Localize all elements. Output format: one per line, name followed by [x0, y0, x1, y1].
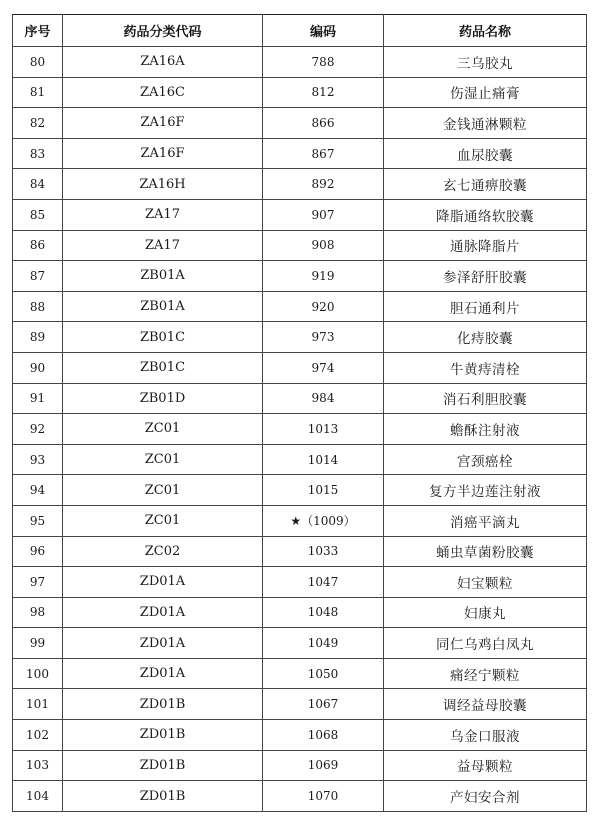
table-row: [13, 628, 587, 659]
cell-code: 1013: [263, 414, 384, 445]
cell-code: 984: [263, 383, 384, 414]
cell-code: 1067: [263, 689, 384, 720]
cell-drug-name: 牛黄痔清栓: [384, 352, 587, 383]
cell-category-code: ZC01: [63, 475, 263, 506]
cell-drug-name: 消癌平滴丸: [384, 505, 587, 536]
cell-seq: 84: [13, 169, 63, 200]
cell-code: 1047: [263, 567, 384, 598]
cell-drug-name: 玄七通痹胶囊: [384, 169, 587, 200]
table-row: [13, 230, 587, 261]
cell-code: 812: [263, 77, 384, 108]
cell-category-code: ZD01A: [63, 658, 263, 689]
cell-category-code: ZA16H: [63, 169, 263, 200]
cell-drug-name: 宫颈癌栓: [384, 444, 587, 475]
cell-category-code: ZD01B: [63, 750, 263, 781]
cell-code: 973: [263, 322, 384, 353]
cell-drug-name: 血尿胶囊: [384, 138, 587, 169]
cell-seq: 81: [13, 77, 63, 108]
cell-seq: 103: [13, 750, 63, 781]
cell-drug-name: 蛹虫草菌粉胶囊: [384, 536, 587, 567]
cell-seq: 104: [13, 781, 63, 812]
cell-seq: 88: [13, 291, 63, 322]
cell-category-code: ZD01A: [63, 628, 263, 659]
cell-seq: 91: [13, 383, 63, 414]
table-row: [13, 138, 587, 169]
table-row: [13, 781, 587, 812]
cell-drug-name: 参泽舒肝胶囊: [384, 261, 587, 292]
cell-category-code: ZA16C: [63, 77, 263, 108]
cell-category-code: ZD01A: [63, 567, 263, 598]
cell-code: 866: [263, 108, 384, 139]
cell-category-code: ZC02: [63, 536, 263, 567]
cell-drug-name: 化痔胶囊: [384, 322, 587, 353]
cell-drug-name: 妇宝颗粒: [384, 567, 587, 598]
cell-category-code: ZD01B: [63, 781, 263, 812]
header-row: [13, 15, 587, 47]
table-row: [13, 261, 587, 292]
table-row: [13, 567, 587, 598]
table-row: [13, 77, 587, 108]
cell-code: 788: [263, 47, 384, 78]
cell-seq: 87: [13, 261, 63, 292]
cell-category-code: ZD01B: [63, 689, 263, 720]
cell-drug-name: 降脂通络软胶囊: [384, 199, 587, 230]
table-row: [13, 475, 587, 506]
cell-seq: 92: [13, 414, 63, 445]
cell-seq: 96: [13, 536, 63, 567]
cell-drug-name: 同仁乌鸡白凤丸: [384, 628, 587, 659]
cell-category-code: ZB01C: [63, 322, 263, 353]
cell-seq: 89: [13, 322, 63, 353]
cell-category-code: ZA16F: [63, 138, 263, 169]
cell-drug-name: 复方半边莲注射液: [384, 475, 587, 506]
cell-seq: 97: [13, 567, 63, 598]
cell-drug-name: 通脉降脂片: [384, 230, 587, 261]
cell-code: 1068: [263, 720, 384, 751]
cell-code: 1050: [263, 658, 384, 689]
cell-category-code: ZA16F: [63, 108, 263, 139]
cell-drug-name: 乌金口服液: [384, 720, 587, 751]
cell-code: 1014: [263, 444, 384, 475]
cell-category-code: ZB01A: [63, 261, 263, 292]
cell-category-code: ZB01C: [63, 352, 263, 383]
cell-drug-name: 调经益母胶囊: [384, 689, 587, 720]
cell-seq: 95: [13, 505, 63, 536]
table-row: [13, 322, 587, 353]
cell-drug-name: 产妇安合剂: [384, 781, 587, 812]
cell-code: 919: [263, 261, 384, 292]
cell-seq: 83: [13, 138, 63, 169]
header-seq: 序号: [13, 15, 63, 47]
cell-seq: 100: [13, 658, 63, 689]
table-row: [13, 169, 587, 200]
cell-code: 1048: [263, 597, 384, 628]
table-row: [13, 750, 587, 781]
cell-category-code: ZA16A: [63, 47, 263, 78]
cell-seq: 85: [13, 199, 63, 230]
table-header: [13, 15, 587, 47]
cell-code: 1033: [263, 536, 384, 567]
table-row: [13, 689, 587, 720]
header-code: 编码: [263, 15, 384, 47]
cell-category-code: ZC01: [63, 414, 263, 445]
table-row: [13, 444, 587, 475]
cell-category-code: ZD01A: [63, 597, 263, 628]
table-row: [13, 108, 587, 139]
table-row: [13, 505, 587, 536]
table-row: [13, 47, 587, 78]
cell-code: 907: [263, 199, 384, 230]
table-row: [13, 383, 587, 414]
table-row: [13, 291, 587, 322]
cell-category-code: ZA17: [63, 230, 263, 261]
cell-code: 1049: [263, 628, 384, 659]
table-row: [13, 536, 587, 567]
cell-drug-name: 妇康丸: [384, 597, 587, 628]
cell-category-code: ZA17: [63, 199, 263, 230]
table-row: [13, 414, 587, 445]
cell-code: 920: [263, 291, 384, 322]
cell-drug-name: 金钱通淋颗粒: [384, 108, 587, 139]
table-body: [13, 47, 587, 812]
cell-code: 974: [263, 352, 384, 383]
table-row: [13, 352, 587, 383]
table-row: [13, 597, 587, 628]
cell-drug-name: 消石利胆胶囊: [384, 383, 587, 414]
table-row: [13, 199, 587, 230]
cell-seq: 82: [13, 108, 63, 139]
cell-drug-name: 痛经宁颗粒: [384, 658, 587, 689]
cell-seq: 98: [13, 597, 63, 628]
drug-list-table: [12, 14, 587, 812]
cell-seq: 99: [13, 628, 63, 659]
cell-seq: 93: [13, 444, 63, 475]
table-row: [13, 720, 587, 751]
cell-drug-name: 蟾酥注射液: [384, 414, 587, 445]
table-row: [13, 658, 587, 689]
cell-drug-name: 胆石通利片: [384, 291, 587, 322]
header-drug-name: 药品名称: [384, 15, 587, 47]
cell-seq: 102: [13, 720, 63, 751]
cell-drug-name: 益母颗粒: [384, 750, 587, 781]
cell-code: 1015: [263, 475, 384, 506]
cell-seq: 90: [13, 352, 63, 383]
cell-category-code: ZD01B: [63, 720, 263, 751]
header-category-code: 药品分类代码: [63, 15, 263, 47]
cell-seq: 86: [13, 230, 63, 261]
cell-code: 1070: [263, 781, 384, 812]
cell-seq: 101: [13, 689, 63, 720]
cell-category-code: ZB01D: [63, 383, 263, 414]
cell-drug-name: 伤湿止痛膏: [384, 77, 587, 108]
cell-category-code: ZC01: [63, 444, 263, 475]
cell-code: 867: [263, 138, 384, 169]
cell-category-code: ZB01A: [63, 291, 263, 322]
cell-code: 908: [263, 230, 384, 261]
cell-category-code: ZC01: [63, 505, 263, 536]
cell-seq: 94: [13, 475, 63, 506]
cell-code: 1069: [263, 750, 384, 781]
cell-drug-name: 三乌胶丸: [384, 47, 587, 78]
cell-code: ★（1009）: [263, 505, 384, 536]
cell-code: 892: [263, 169, 384, 200]
cell-seq: 80: [13, 47, 63, 78]
